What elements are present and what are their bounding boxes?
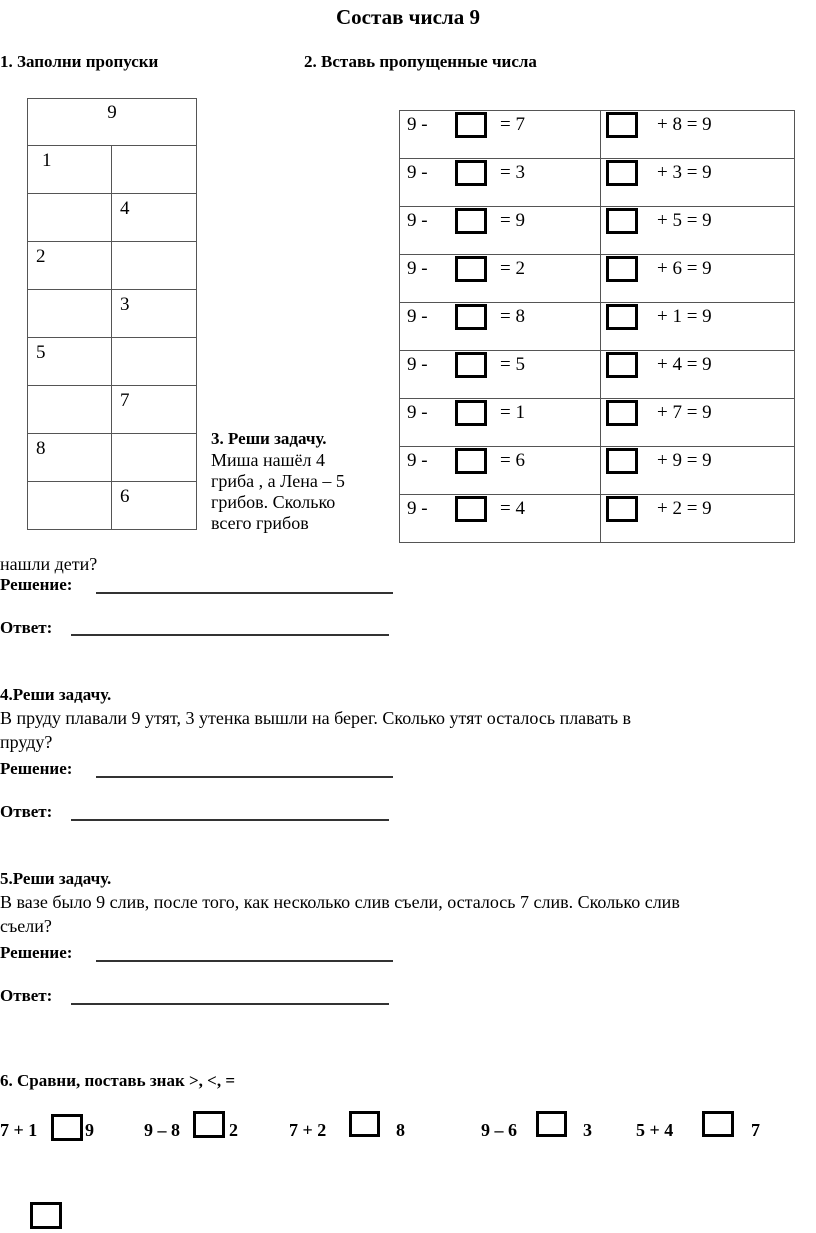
- add-suffix: + 1 = 9: [657, 306, 712, 327]
- addition-cell: [601, 255, 795, 302]
- sub-prefix: 9 -: [407, 210, 428, 231]
- cell-left[interactable]: [28, 290, 112, 337]
- subtraction-cell: [400, 159, 601, 206]
- compare-right: 9: [85, 1120, 94, 1140]
- answer-box[interactable]: [606, 448, 638, 474]
- compare-left: 5 + 4: [636, 1120, 674, 1140]
- addition-cell: [601, 351, 795, 398]
- add-suffix: + 8 = 9: [657, 114, 712, 135]
- subtraction-cell: [400, 399, 601, 446]
- answer-input-line[interactable]: [71, 634, 389, 636]
- problem-line: Миша нашёл 4: [211, 450, 325, 470]
- section6-heading: 6. Сравни, поставь знак >, <, =: [0, 1071, 236, 1090]
- sub-result: = 8: [500, 306, 525, 327]
- problem-line: грибов. Сколько: [211, 492, 336, 512]
- subtraction-cell: [400, 111, 601, 158]
- table-row: [400, 255, 795, 303]
- compare-sign-box[interactable]: [702, 1111, 734, 1137]
- table-row: [400, 159, 795, 207]
- table-row: [400, 351, 795, 399]
- answer-box[interactable]: [606, 400, 638, 426]
- problem-continuation: нашли дети?: [0, 554, 98, 574]
- table-row: [28, 482, 197, 530]
- table-row: [400, 303, 795, 351]
- answer-label: Ответ:: [0, 986, 53, 1005]
- cell-right[interactable]: [112, 338, 197, 385]
- sub-result: = 7: [500, 114, 525, 135]
- answer-box[interactable]: [455, 256, 487, 282]
- cell-left[interactable]: [28, 194, 112, 241]
- answer-box[interactable]: [455, 112, 487, 138]
- section3-problem: [211, 450, 345, 534]
- answer-label: Ответ:: [0, 618, 53, 637]
- cell-left[interactable]: [28, 482, 112, 529]
- table-row: [28, 146, 197, 194]
- add-suffix: + 2 = 9: [657, 498, 712, 519]
- answer-input-line[interactable]: [71, 819, 389, 821]
- missing-numbers-table: [399, 110, 795, 543]
- table-row: [28, 386, 197, 434]
- cell-left[interactable]: [28, 386, 112, 433]
- sub-prefix: 9 -: [407, 306, 428, 327]
- answer-box[interactable]: [606, 304, 638, 330]
- answer-box[interactable]: [606, 112, 638, 138]
- sub-result: = 2: [500, 258, 525, 279]
- section2-heading: 2. Вставь пропущенные числа: [304, 52, 537, 71]
- cell-right[interactable]: [112, 434, 197, 481]
- solution-input-line[interactable]: [96, 960, 393, 962]
- compare-right: 2: [229, 1120, 238, 1140]
- table-row: [28, 242, 197, 290]
- empty-box[interactable]: [30, 1202, 62, 1229]
- table-header-number: 9: [28, 99, 197, 146]
- sub-prefix: 9 -: [407, 402, 428, 423]
- solution-label: Решение:: [0, 575, 73, 594]
- addition-cell: [601, 111, 795, 158]
- compare-sign-box[interactable]: [51, 1114, 83, 1141]
- compare-left: 9 – 6: [481, 1120, 517, 1140]
- compare-left: 7 + 2: [289, 1120, 327, 1140]
- sub-result: = 9: [500, 210, 525, 231]
- cell-right[interactable]: [112, 242, 197, 289]
- solution-input-line[interactable]: [96, 592, 393, 594]
- subtraction-cell: [400, 351, 601, 398]
- addition-cell: [601, 159, 795, 206]
- addition-cell: [601, 399, 795, 446]
- sub-result: = 5: [500, 354, 525, 375]
- solution-label: Решение:: [0, 759, 73, 778]
- table-row: [28, 194, 197, 242]
- section3-heading: 3. Реши задачу.: [211, 429, 327, 448]
- answer-box[interactable]: [606, 256, 638, 282]
- add-suffix: + 9 = 9: [657, 450, 712, 471]
- table-row: [400, 495, 795, 543]
- add-suffix: + 3 = 9: [657, 162, 712, 183]
- problem-line: В пруду плавали 9 утят, 3 утенка вышли на берег. Сколько утят осталось плавать в: [0, 708, 632, 728]
- solution-input-line[interactable]: [96, 776, 393, 778]
- answer-input-line[interactable]: [71, 1003, 389, 1005]
- compare-sign-box[interactable]: [349, 1111, 380, 1137]
- sub-result: = 6: [500, 450, 525, 471]
- add-suffix: + 4 = 9: [657, 354, 712, 375]
- sub-prefix: 9 -: [407, 162, 428, 183]
- sub-prefix: 9 -: [407, 498, 428, 519]
- table-row: [400, 111, 795, 159]
- problem-line: пруду?: [0, 732, 53, 752]
- answer-box[interactable]: [455, 208, 487, 234]
- cell-left[interactable]: 1: [28, 146, 112, 193]
- add-suffix: + 5 = 9: [657, 210, 712, 231]
- cell-left[interactable]: 2: [28, 242, 112, 289]
- section4-heading: 4.Реши задачу.: [0, 685, 112, 704]
- problem-line: гриба , а Лена – 5: [211, 471, 345, 491]
- addition-cell: [601, 447, 795, 494]
- subtraction-cell: [400, 447, 601, 494]
- page-title: Состав числа 9: [336, 5, 480, 29]
- compare-left: 9 – 8: [144, 1120, 180, 1140]
- compare-right: 8: [396, 1120, 405, 1140]
- subtraction-cell: [400, 495, 601, 542]
- problem-line: съели?: [0, 916, 52, 936]
- cell-left[interactable]: 5: [28, 338, 112, 385]
- addition-cell: [601, 303, 795, 350]
- compare-sign-box[interactable]: [536, 1111, 567, 1137]
- compare-right: 3: [583, 1120, 592, 1140]
- compare-left: 7 + 1: [0, 1120, 38, 1140]
- table-row: [400, 447, 795, 495]
- table-row: [28, 338, 197, 386]
- cell-right[interactable]: 4: [112, 194, 197, 241]
- cell-left[interactable]: 8: [28, 434, 112, 481]
- problem-line: всего грибов: [211, 513, 309, 533]
- answer-label: Ответ:: [0, 802, 53, 821]
- table-row: [28, 434, 197, 482]
- answer-box[interactable]: [455, 352, 487, 378]
- subtraction-cell: [400, 255, 601, 302]
- section1-heading: 1. Заполни пропуски: [0, 52, 159, 71]
- sub-result: = 4: [500, 498, 525, 519]
- subtraction-cell: [400, 303, 601, 350]
- solution-label: Решение:: [0, 943, 73, 962]
- cell-right[interactable]: 7: [112, 386, 197, 433]
- answer-box[interactable]: [455, 448, 487, 474]
- answer-box[interactable]: [455, 496, 487, 522]
- table-row: [400, 399, 795, 447]
- problem-line: В вазе было 9 слив, после того, как несколько слив съели, осталось 7 слив. Сколько слив: [0, 892, 680, 912]
- sub-result: = 1: [500, 402, 525, 423]
- addition-cell: [601, 207, 795, 254]
- subtraction-cell: [400, 207, 601, 254]
- answer-box[interactable]: [606, 160, 638, 186]
- compare-sign-box[interactable]: [193, 1111, 225, 1138]
- compare-right: 7: [751, 1120, 760, 1140]
- table-row: [28, 290, 197, 338]
- add-suffix: + 6 = 9: [657, 258, 712, 279]
- cell-right[interactable]: 3: [112, 290, 197, 337]
- number-composition-table: [27, 98, 197, 530]
- cell-right[interactable]: 6: [112, 482, 197, 529]
- sub-result: = 3: [500, 162, 525, 183]
- answer-box[interactable]: [606, 208, 638, 234]
- answer-box[interactable]: [606, 496, 638, 522]
- answer-box[interactable]: [606, 352, 638, 378]
- addition-cell: [601, 495, 795, 542]
- sub-prefix: 9 -: [407, 114, 428, 135]
- sub-prefix: 9 -: [407, 258, 428, 279]
- answer-box[interactable]: [455, 304, 487, 330]
- add-suffix: + 7 = 9: [657, 402, 712, 423]
- answer-box[interactable]: [455, 400, 487, 426]
- sub-prefix: 9 -: [407, 354, 428, 375]
- section5-heading: 5.Реши задачу.: [0, 869, 112, 888]
- cell-right[interactable]: [112, 146, 197, 193]
- answer-box[interactable]: [455, 160, 487, 186]
- table-row: [400, 207, 795, 255]
- sub-prefix: 9 -: [407, 450, 428, 471]
